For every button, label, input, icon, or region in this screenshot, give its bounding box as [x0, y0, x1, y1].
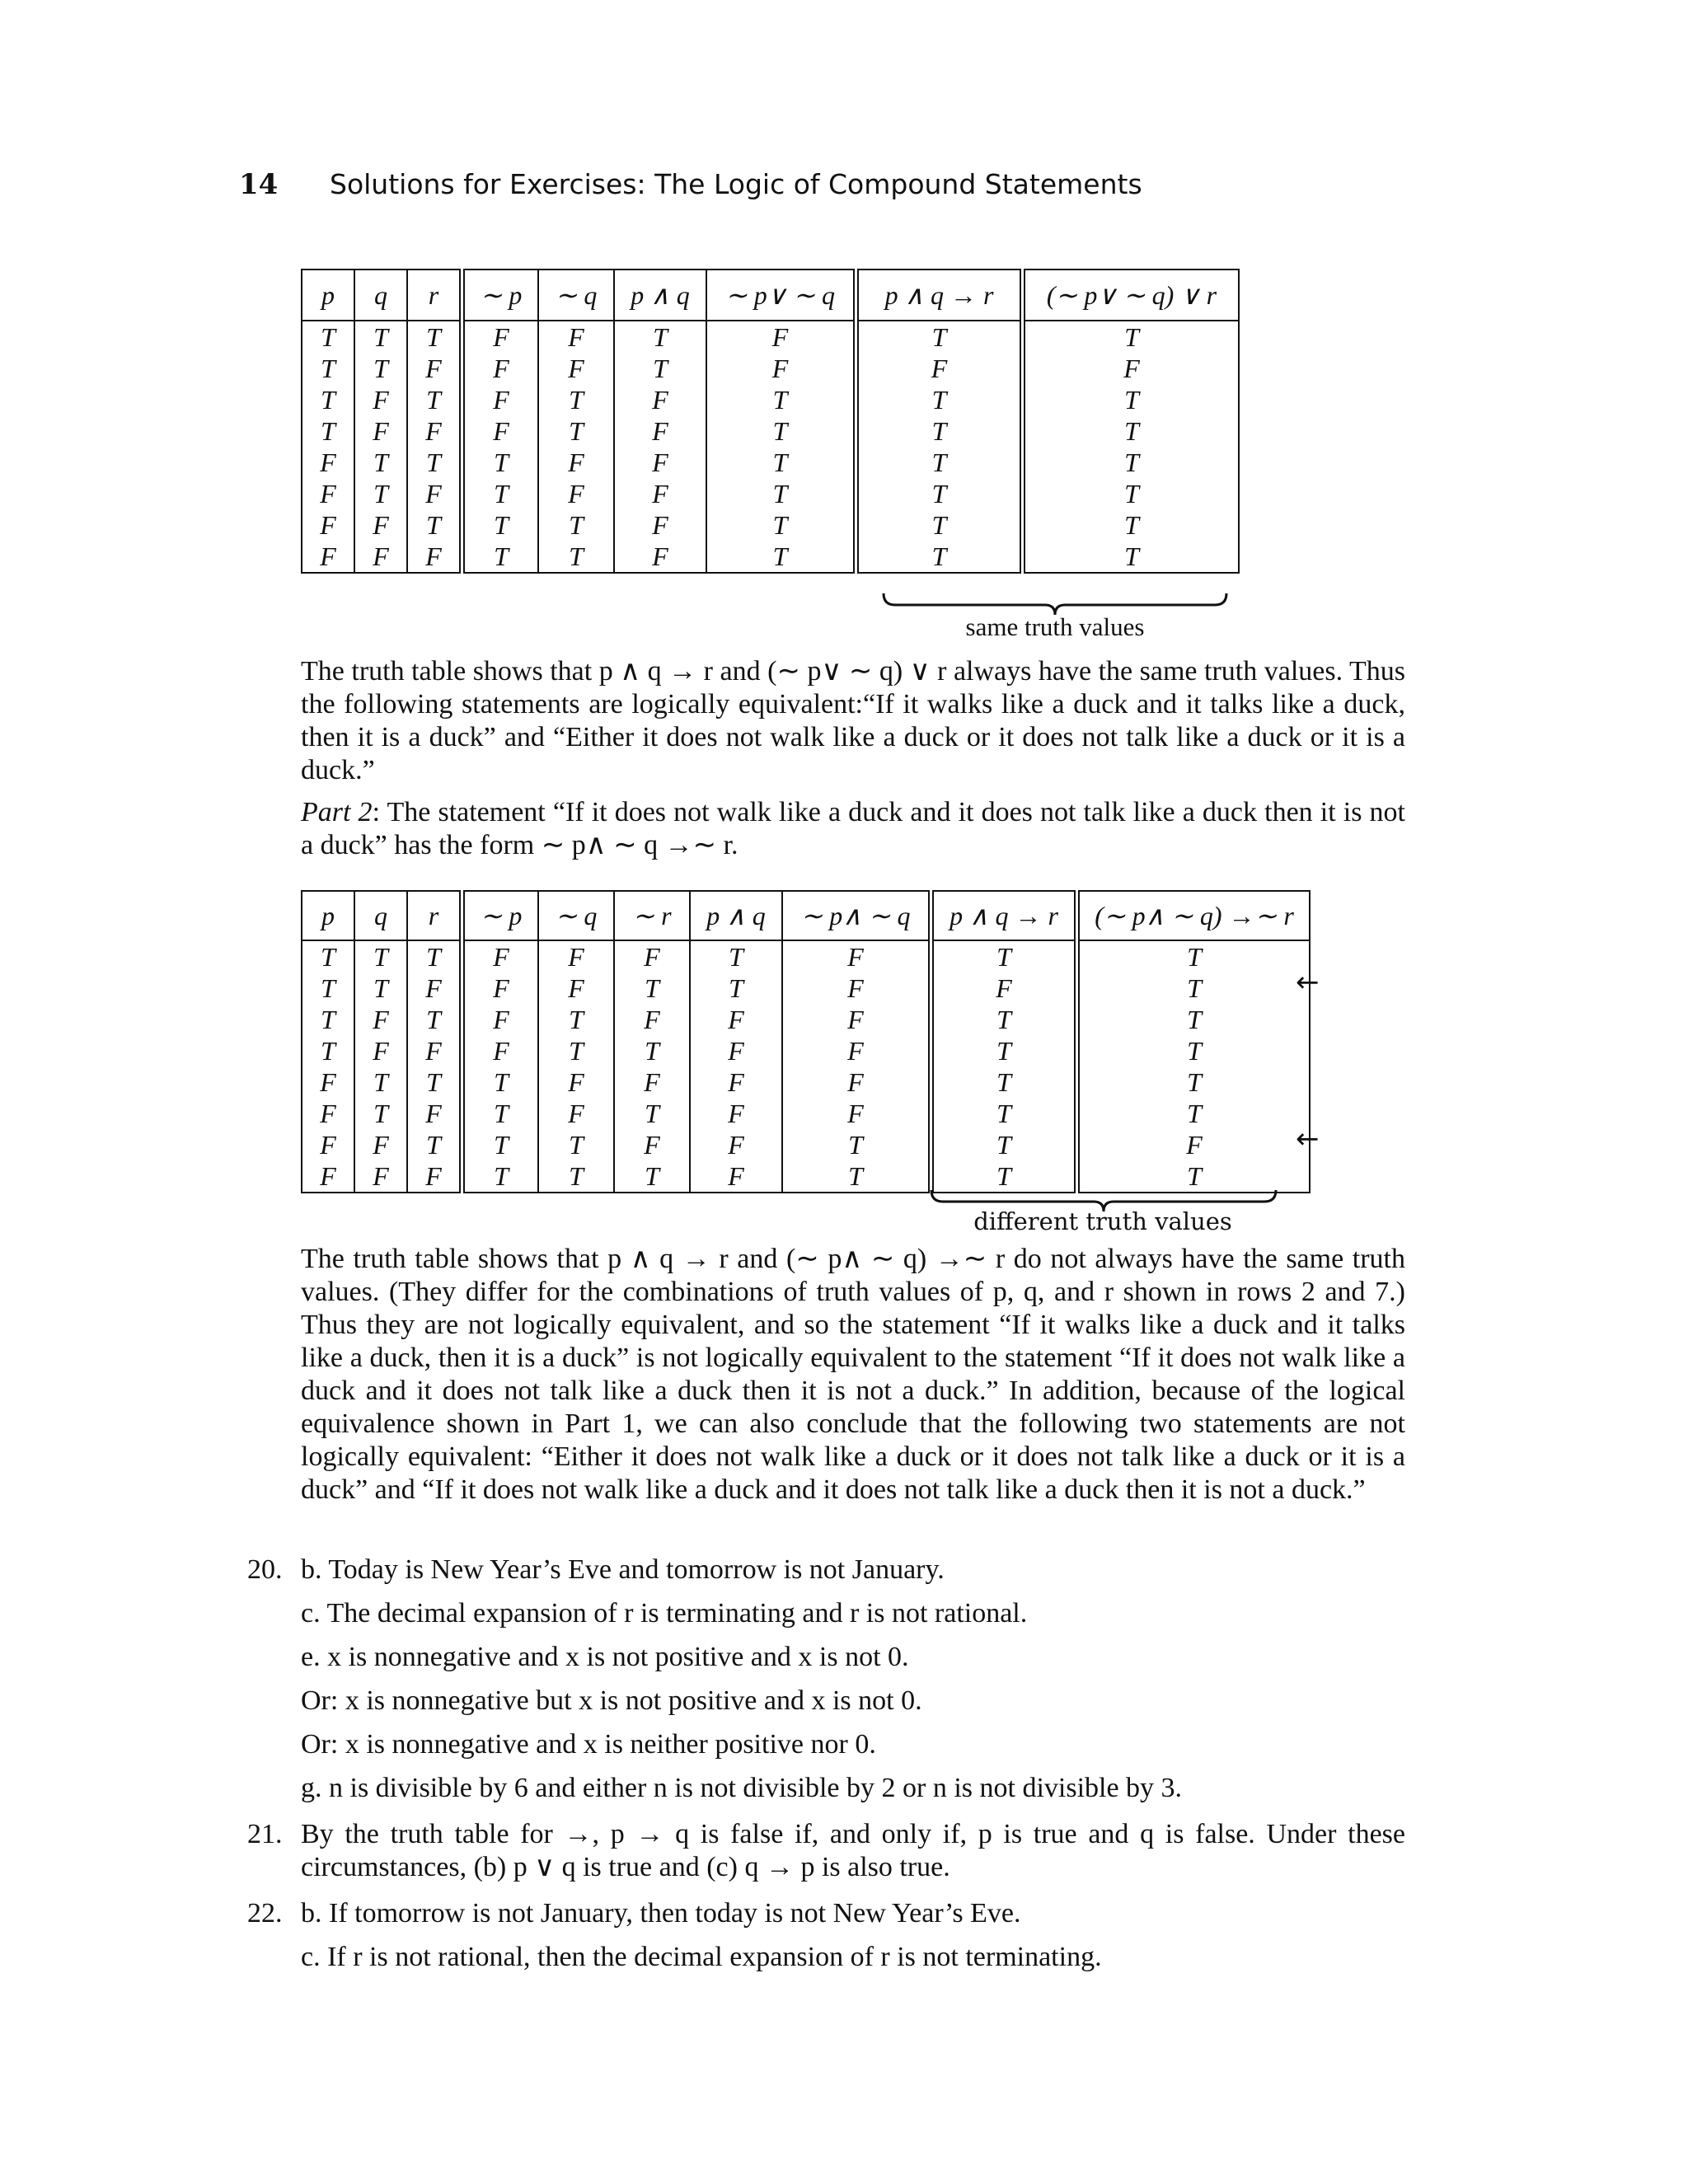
table-cell: T: [321, 353, 335, 383]
paragraph-part2-conclusion: The truth table shows that p ∧ q → r and (∼ p∧ ∼ q) →∼ r do not always have the same truth values. (They differ for the combinations of truth values of p, q, and r shown in rows 2 and 7.) Thus they are not logically equivalent, and so the statement “If it walks like a duck and it talks like a duck, then it is a duck” is not logically equivalent to the statement “If it does not walk like a duck and it does not talk like a duck then it is not a duck.” In addition, because of the logical equivalence shown in Part 1, we can also conclude that the following two statements are not logically equivalent: “Either it does not walk like a duck or it does not talk like a duck or it is a duck” and “If it does not walk like a duck and it does not talk like a duck then it is not a duck.”: [301, 1244, 1405, 1505]
table-cell: T: [856, 478, 1023, 509]
table-cell: F: [320, 1098, 336, 1128]
table-cell: F: [1023, 353, 1240, 384]
exercise-21: [247, 1818, 1405, 1884]
answer-line: Or: x is nonnegative and x is neither positive nor 0.: [301, 1729, 876, 1760]
table-cell: T: [1077, 1004, 1311, 1035]
table-row: [302, 1066, 1310, 1098]
table-cell: F: [614, 509, 706, 541]
table-cell: T: [1023, 415, 1240, 447]
table-cell: T: [614, 1098, 690, 1129]
table-cell: T: [931, 1098, 1077, 1129]
table-row: [302, 321, 1239, 353]
table-cell: F: [354, 384, 407, 415]
column-header: ∼ q: [538, 891, 614, 940]
table-cell: F: [462, 972, 539, 1004]
table-cell: T: [462, 541, 539, 573]
table-cell: F: [407, 353, 462, 384]
exercise-number: 22.: [247, 1898, 283, 1929]
column-header: p: [302, 891, 354, 940]
table-cell: T: [614, 321, 706, 353]
table-cell: T: [614, 353, 706, 384]
row-2-arrow: ←: [1296, 966, 1320, 999]
table-cell: F: [354, 415, 407, 447]
table-cell: T: [462, 1129, 539, 1160]
table-row: [302, 478, 1239, 509]
table-header-row: [302, 269, 1239, 321]
table-cell: T: [462, 1098, 539, 1129]
table-cell: F: [614, 415, 706, 447]
answer-line: b. If tomorrow is not January, then today is not New Year’s Eve.: [301, 1898, 1021, 1929]
table-cell: F: [782, 1098, 931, 1129]
table-cell: T: [1077, 1035, 1311, 1066]
answer-line: Or: x is nonnegative but x is not positive and x is not 0.: [301, 1685, 922, 1716]
table-cell: F: [690, 1160, 782, 1193]
part2-text: : The statement “If it does not walk like a duck and it does not talk like a duck then it is not a duck” has the form ∼ p∧ ∼ q →∼ r.: [301, 797, 1405, 860]
table-cell: F: [538, 972, 614, 1004]
table-cell: T: [690, 940, 782, 972]
table-cell: T: [614, 1035, 690, 1066]
table-cell: T: [1077, 1066, 1311, 1098]
table-row: [302, 509, 1239, 541]
exercise-list: [247, 1554, 1405, 1985]
table-cell: F: [462, 1004, 539, 1035]
table-cell: T: [931, 1160, 1077, 1193]
table-cell: F: [538, 1066, 614, 1098]
table-cell: T: [462, 509, 539, 541]
table-cell: T: [538, 541, 614, 573]
table-row: [302, 415, 1239, 447]
table-cell: F: [354, 1129, 407, 1160]
table-cell: T: [1023, 384, 1240, 415]
column-header: p ∧ q → r: [856, 269, 1023, 321]
table-cell: T: [321, 941, 335, 972]
table-cell: T: [1077, 1160, 1311, 1193]
table-cell: T: [856, 384, 1023, 415]
table-cell: F: [407, 1098, 462, 1129]
table-row: [302, 972, 1310, 1004]
truth-table-part1: [301, 269, 1240, 574]
table-cell: T: [1023, 541, 1240, 573]
table-cell: F: [614, 1066, 690, 1098]
table-cell: T: [1077, 972, 1311, 1004]
table-cell: F: [354, 1004, 407, 1035]
table-cell: T: [782, 1160, 931, 1193]
paragraph-part2-intro: [301, 796, 1405, 862]
table-cell: T: [354, 1098, 407, 1129]
running-head: Solutions for Exercises: The Logic of Compound Statements: [330, 168, 1142, 200]
exercise-number: 21.: [247, 1819, 283, 1849]
table-cell: T: [706, 384, 856, 415]
table-cell: F: [462, 415, 539, 447]
table-cell: T: [931, 1129, 1077, 1160]
table-cell: F: [614, 940, 690, 972]
table-cell: T: [706, 478, 856, 509]
page-header: [239, 168, 1441, 208]
row-7-arrow: ←: [1296, 1122, 1320, 1155]
table-cell: T: [354, 478, 407, 509]
table-cell: F: [462, 1035, 539, 1066]
table-cell: T: [462, 1066, 539, 1098]
table-cell: F: [706, 353, 856, 384]
column-header: q: [354, 269, 407, 321]
table-cell: T: [407, 1066, 462, 1098]
table-cell: F: [690, 1004, 782, 1035]
table-cell: F: [462, 384, 539, 415]
table-cell: F: [320, 1129, 336, 1160]
answer-line: c. If r is not rational, then the decimal expansion of r is not terminating.: [301, 1942, 1102, 1972]
table-cell: T: [1023, 447, 1240, 478]
exercise-22: [247, 1897, 1405, 1974]
table-cell: T: [538, 1004, 614, 1035]
table-cell: T: [321, 384, 335, 415]
table-cell: T: [321, 1035, 335, 1066]
table-cell: T: [321, 321, 335, 352]
column-header: (∼ p∧ ∼ q) →∼ r: [1077, 891, 1311, 940]
table-row: [302, 541, 1239, 573]
table-cell: F: [462, 321, 539, 353]
table-cell: T: [538, 384, 614, 415]
table-cell: T: [1023, 509, 1240, 541]
table-cell: T: [407, 384, 462, 415]
table-cell: T: [1077, 1098, 1311, 1129]
table-cell: T: [690, 972, 782, 1004]
table-cell: F: [407, 478, 462, 509]
table-row: [302, 1098, 1310, 1129]
column-header: r: [407, 269, 462, 321]
table-cell: F: [690, 1035, 782, 1066]
table-cell: T: [538, 1129, 614, 1160]
table-cell: T: [614, 972, 690, 1004]
table-row: [302, 940, 1310, 972]
table-cell: T: [407, 447, 462, 478]
table-cell: F: [690, 1098, 782, 1129]
table-cell: F: [782, 972, 931, 1004]
table-row: [302, 384, 1239, 415]
table-cell: T: [931, 1035, 1077, 1066]
table-cell: F: [320, 447, 336, 477]
table-cell: F: [690, 1129, 782, 1160]
answer-text: By the truth table for →, p → q is false if, and only if, p is true and q is false. Under these circumstances, (b) p ∨ q is true and (c) q → p is also true.: [301, 1819, 1405, 1882]
table-cell: F: [407, 541, 462, 573]
table-cell: T: [856, 447, 1023, 478]
table-cell: F: [614, 447, 706, 478]
table-cell: T: [856, 541, 1023, 573]
table-row: [302, 1004, 1310, 1035]
table-cell: T: [706, 541, 856, 573]
table-cell: T: [407, 940, 462, 972]
column-header: p: [302, 269, 354, 321]
table-cell: T: [354, 353, 407, 384]
column-header: r: [407, 891, 462, 940]
table-cell: T: [614, 1160, 690, 1193]
table-cell: T: [462, 1160, 539, 1193]
table-cell: F: [690, 1066, 782, 1098]
table-row: [302, 1129, 1310, 1160]
table-cell: T: [354, 972, 407, 1004]
table-cell: F: [614, 1129, 690, 1160]
table-cell: F: [782, 1066, 931, 1098]
table-cell: F: [320, 509, 336, 540]
table-cell: F: [407, 972, 462, 1004]
table-cell: T: [354, 447, 407, 478]
paragraph-part1-conclusion: The truth table shows that p ∧ q → r and (∼ p∨ ∼ q) ∨ r always have the same truth values. Thus the following statements are logically equivalent:“If it walks like a duck and it talks like a duck, then it is a duck” and “Either it does not walk like a duck or it does not talk like a duck or it is a duck.”: [301, 656, 1405, 785]
table-cell: T: [407, 509, 462, 541]
table-cell: T: [321, 1004, 335, 1034]
table-cell: F: [782, 1035, 931, 1066]
exercise-20: [247, 1554, 1405, 1805]
brace-label-same: same truth values: [965, 612, 1145, 641]
page-number: 14: [239, 168, 279, 201]
table-cell: F: [320, 1066, 336, 1097]
table-cell: F: [320, 478, 336, 509]
table-cell: T: [706, 447, 856, 478]
answer-line: c. The decimal expansion of r is terminating and r is not rational.: [301, 1598, 1028, 1629]
table-cell: T: [931, 1066, 1077, 1098]
table-cell: F: [782, 940, 931, 972]
answer-line: b. Today is New Year’s Eve and tomorrow is not January.: [301, 1554, 945, 1585]
table-cell: F: [320, 1160, 336, 1191]
table-cell: T: [538, 509, 614, 541]
table-row: [302, 447, 1239, 478]
table-cell: T: [931, 1004, 1077, 1035]
table-cell: F: [538, 940, 614, 972]
column-header: ∼ r: [614, 891, 690, 940]
table-cell: T: [1023, 321, 1240, 353]
table-cell: F: [614, 1004, 690, 1035]
table-cell: T: [706, 509, 856, 541]
column-header: q: [354, 891, 407, 940]
table-cell: T: [354, 321, 407, 353]
table-cell: F: [538, 447, 614, 478]
table-cell: T: [354, 940, 407, 972]
table-cell: F: [407, 415, 462, 447]
table-cell: T: [462, 447, 539, 478]
table-cell: F: [706, 321, 856, 353]
table-cell: F: [538, 478, 614, 509]
table-cell: F: [782, 1004, 931, 1035]
table-cell: F: [614, 478, 706, 509]
column-header: (∼ p∨ ∼ q) ∨ r: [1023, 269, 1240, 321]
table-cell: T: [782, 1129, 931, 1160]
truth-table-part2: [301, 890, 1311, 1193]
column-header: p ∧ q → r: [931, 891, 1077, 940]
table-cell: T: [931, 940, 1077, 972]
exercise-number: 20.: [247, 1554, 283, 1585]
table-cell: F: [462, 353, 539, 384]
table-cell: F: [538, 1098, 614, 1129]
table-cell: F: [354, 1035, 407, 1066]
brace-label-different: different truth values: [973, 1207, 1232, 1235]
table-cell: T: [538, 415, 614, 447]
table-cell: T: [538, 1160, 614, 1193]
table-cell: T: [706, 415, 856, 447]
table-cell: T: [321, 972, 335, 1003]
column-header: ∼ p∨ ∼ q: [706, 269, 856, 321]
table-cell: F: [614, 384, 706, 415]
table-row: [302, 353, 1239, 384]
table-cell: F: [614, 541, 706, 573]
table-cell: T: [1077, 940, 1311, 972]
table-cell: T: [856, 415, 1023, 447]
table-cell: T: [407, 321, 462, 353]
column-header: ∼ p∧ ∼ q: [782, 891, 931, 940]
table-cell: T: [538, 1035, 614, 1066]
table-cell: T: [321, 415, 335, 446]
table-cell: T: [354, 1066, 407, 1098]
table-cell: F: [407, 1035, 462, 1066]
table-cell: F: [1077, 1129, 1311, 1160]
table-cell: T: [1023, 478, 1240, 509]
table-cell: T: [856, 509, 1023, 541]
table-cell: T: [407, 1004, 462, 1035]
table-cell: F: [407, 1160, 462, 1193]
table-cell: T: [407, 1129, 462, 1160]
answer-line: e. x is nonnegative and x is not positive and x is not 0.: [301, 1642, 909, 1672]
table-cell: F: [354, 541, 407, 573]
table-cell: F: [462, 940, 539, 972]
column-header: ∼ p: [462, 269, 539, 321]
table-cell: F: [931, 972, 1077, 1004]
part2-label: Part 2: [301, 797, 373, 827]
table-row: [302, 1035, 1310, 1066]
answer-line: g. n is divisible by 6 and either n is not divisible by 2 or n is not divisible by 3.: [301, 1773, 1183, 1803]
table-cell: F: [320, 541, 336, 571]
table-cell: F: [354, 509, 407, 541]
table-cell: F: [354, 1160, 407, 1193]
column-header: p ∧ q: [614, 269, 706, 321]
table-cell: F: [538, 321, 614, 353]
column-header: ∼ q: [538, 269, 614, 321]
column-header: ∼ p: [462, 891, 539, 940]
table-cell: T: [856, 321, 1023, 353]
table-header-row: [302, 891, 1310, 940]
table-cell: T: [462, 478, 539, 509]
table-cell: F: [856, 353, 1023, 384]
table-cell: F: [538, 353, 614, 384]
column-header: p ∧ q: [690, 891, 782, 940]
